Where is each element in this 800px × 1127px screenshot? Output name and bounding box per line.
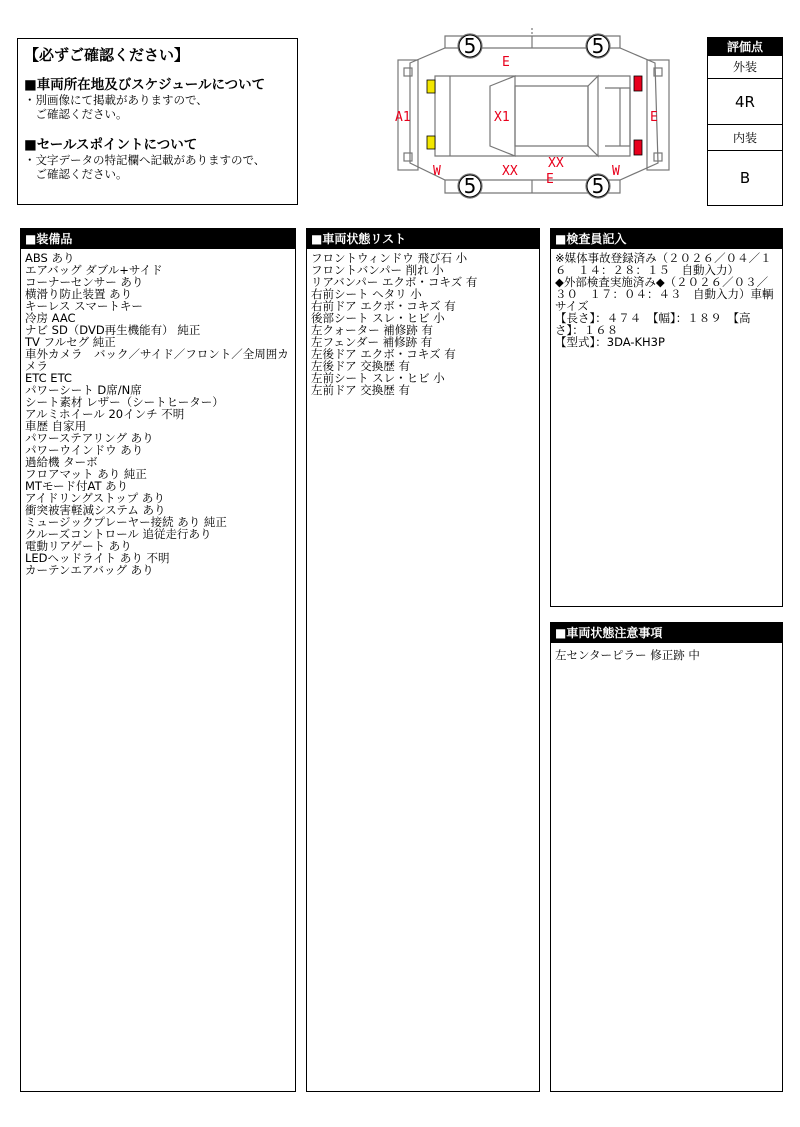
yellow-mark-front-right (427, 136, 435, 149)
mark-bottom-w-left: W (433, 164, 441, 179)
list-item: キーレス スマートキー (25, 299, 143, 313)
list-item: ナビ SD（DVD再生機能有） 純正 (25, 323, 201, 337)
inspector-panel (550, 228, 783, 607)
yellow-mark-front-left (427, 80, 435, 93)
list-item: ABS あり (25, 251, 75, 265)
list-item: 後部シート スレ・ヒビ 小 (311, 311, 445, 325)
list-item: 左前シート スレ・ヒビ 小 (311, 371, 445, 385)
list-item: アルミホイール 20インチ 不明 (25, 407, 185, 421)
mark-bottom-w-right: W (612, 164, 620, 179)
mark-left-a1: A1 (395, 110, 411, 125)
notice-section2-text: ・文字データの特記欄へ記載がありますので、 ご確認ください。 (24, 153, 266, 181)
tire-number-front-right: 5 (463, 174, 477, 198)
list-item: LEDヘッドライト あり 不明 (25, 551, 170, 565)
interior-label: 内装 (708, 124, 782, 150)
tire-number-rear-left: 5 (591, 34, 605, 58)
list-item: 左後ドア 交換歴 有 (311, 359, 410, 373)
notice-section1-heading: ■車両所在地及びスケジュールについて (24, 77, 266, 93)
condition-list-panel (306, 228, 540, 1092)
list-item: 電動リアゲート あり (25, 539, 132, 553)
list-item: 車外カメラ バック／サイド／フロント／全周囲カメラ (25, 347, 289, 373)
vehicle-damage-diagram (390, 28, 680, 208)
list-item: フロアマット あり 純正 (25, 467, 147, 481)
mark-center-x1: X1 (494, 110, 510, 125)
list-item: コーナーセンサー あり (25, 275, 144, 289)
mark-bottom-e: E (546, 172, 554, 187)
list-item: MTモード付AT あり (25, 479, 129, 493)
list-item: アイドリングストップ あり (25, 491, 165, 505)
red-mark-rear-left (634, 76, 642, 91)
list-item: 冷房 AAC (25, 311, 76, 325)
list-item: パワーステアリング あり (25, 431, 154, 445)
mark-bottom-xx-left: XX (502, 164, 518, 179)
list-item: カーテンエアバッグ あり (25, 563, 154, 577)
list-item: エアバッグ ダブル+サイド (25, 263, 163, 277)
notice-title: 【必ずご確認ください】 (24, 46, 190, 64)
mark-front-e: E (502, 55, 510, 70)
list-item: 左前ドア 交換歴 有 (311, 383, 410, 397)
condition-list-header: ■車両状態リスト (307, 229, 539, 249)
notice-section2-heading: ■セールスポイントについて (24, 137, 198, 153)
list-item: 右前シート ヘタリ 小 (311, 287, 422, 301)
evaluation-box (707, 37, 783, 206)
caution-text: 左センターピラー 修正跡 中 (555, 648, 700, 662)
list-item: 車歴 自家用 (25, 419, 87, 433)
list-item: TV フルセグ 純正 (25, 335, 116, 349)
equipment-panel (20, 228, 296, 1092)
list-item: 左クォーター 補修跡 有 (311, 323, 433, 337)
interior-value: B (708, 150, 782, 205)
list-item: フロントバンパー 削れ 小 (311, 263, 444, 277)
list-item: フロントウィンドウ 飛び石 小 (311, 251, 468, 265)
mark-right-e: E (650, 110, 658, 125)
equipment-list (21, 249, 295, 579)
caution-panel (550, 622, 783, 1092)
notice-box (17, 38, 298, 205)
red-mark-rear-right (634, 140, 642, 155)
caution-header: ■車両状態注意事項 (551, 623, 782, 643)
exterior-label: 外装 (732, 60, 757, 74)
mark-bottom-xx-right: XX (548, 156, 564, 171)
list-item: 衝突被害軽減システム あり (25, 503, 166, 517)
list-item: 左フェンダー 補修跡 有 (311, 335, 433, 349)
list-item: パワーシート D席/N席 (25, 383, 142, 397)
notice-section1-text: ・別画像にて掲載がありますので、 ご確認ください。 (24, 93, 208, 121)
list-item: 左後ドア エクボ・コキズ 有 (311, 347, 456, 361)
list-item: 右前ドア エクボ・コキズ 有 (311, 299, 456, 313)
list-item: パワーウインドウ あり (25, 443, 144, 457)
list-item: クルーズコントロール 追従走行あり (25, 527, 212, 541)
condition-list (307, 249, 539, 399)
inspector-header: ■検査員記入 (551, 229, 782, 249)
list-item: ETC ETC (25, 371, 72, 385)
exterior-value: 4R (708, 78, 782, 124)
inspector-text: ※媒体事故登録済み（２０２６／０４／１６ １４：２８：１５ 自動入力） ◆外部検査実施済み◆（２０２６／０３／３０ １７：０４：４３ 自動入力）車輌サイズ 【長さ】：４７４ 【幅】：１８９ 【高さ】：１６８ 【型式】：3DA-KH3P (555, 251, 774, 349)
list-item: リアバンパー エクボ・コキズ 有 (311, 275, 478, 289)
equipment-header: ■装備品 (21, 229, 295, 249)
list-item: シート素材 レザー（シートヒーター） (25, 395, 224, 409)
list-item: ミュージックプレーヤー接続 あり 純正 (25, 515, 227, 529)
evaluation-header: 評価点 (708, 38, 782, 56)
list-item: 過給機 ターボ (25, 455, 98, 469)
tire-number-rear-right: 5 (591, 174, 605, 198)
tire-number-front-left: 5 (463, 34, 477, 58)
list-item: 横滑り防止装置 あり (25, 287, 133, 301)
